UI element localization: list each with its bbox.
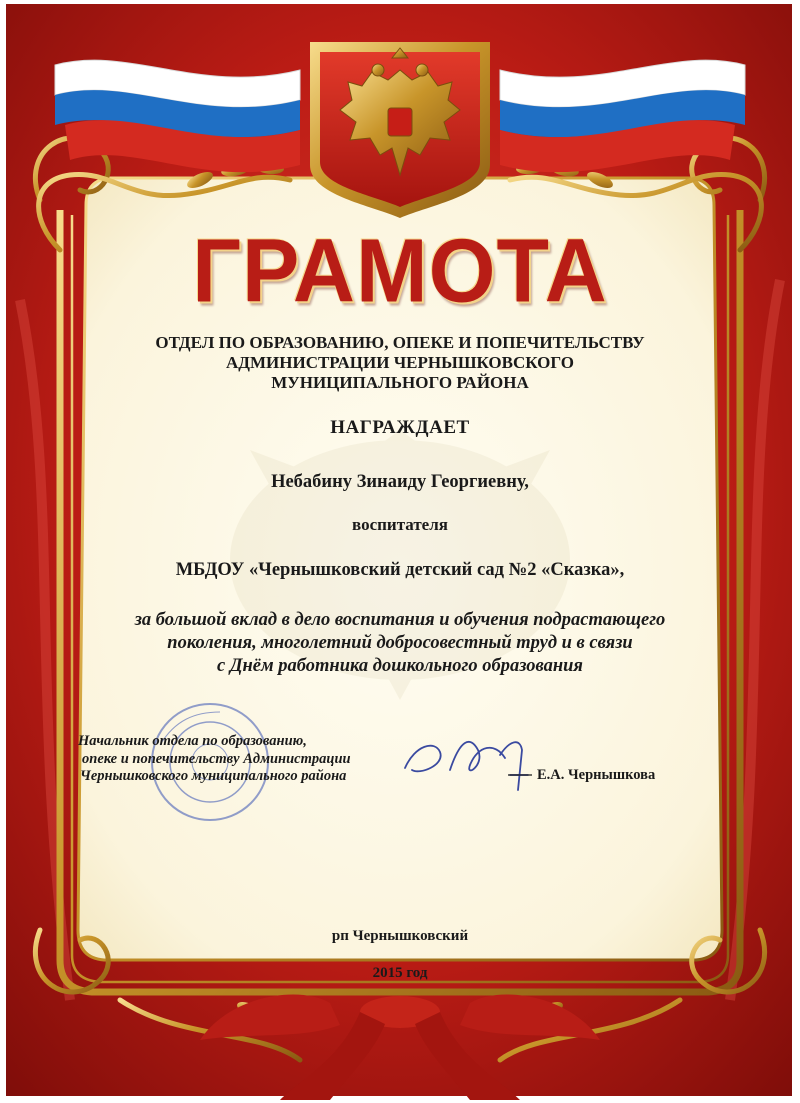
recipient-name: Небабину Зинаиду Георгиевну, — [271, 472, 529, 492]
org-line-3: МУНИЦИПАЛЬНОГО РАЙОНА — [271, 373, 529, 392]
reason-line-1: за большой вклад в дело воспитания и обучения подрастающего — [134, 610, 666, 630]
certificate-title: ГРАМОТА — [192, 220, 608, 322]
awards-heading: НАГРАЖДАЕТ — [330, 417, 470, 438]
signatory-title-line-2: опеке и попечительству Администрации — [82, 751, 351, 767]
signer-name: Е.А. Чернышкова — [537, 767, 656, 783]
institution-name: МБДОУ «Чернышковский детский сад №2 «Сказка», — [175, 560, 625, 580]
issue-year: 2015 год — [372, 965, 428, 981]
recipient-position: воспитателя — [352, 515, 448, 534]
reason-line-2: поколения, многолетний добросовестный труд и в связи — [167, 633, 633, 653]
issue-place: рп Чернышковский — [331, 928, 469, 944]
signatory-title-line-3: Чернышковского муниципального района — [80, 768, 347, 784]
org-line-1: ОТДЕЛ ПО ОБРАЗОВАНИЮ, ОПЕКЕ И ПОПЕЧИТЕЛЬСТВУ — [155, 333, 645, 352]
org-line-2: АДМИНИСТРАЦИИ ЧЕРНЫШКОВСКОГО — [226, 353, 574, 372]
signatory-title-line-1: Начальник отдела по образованию, — [78, 733, 307, 749]
coat-of-arms-emblem — [310, 42, 490, 218]
reason-line-3: с Днём работника дошкольного образования — [217, 656, 583, 676]
